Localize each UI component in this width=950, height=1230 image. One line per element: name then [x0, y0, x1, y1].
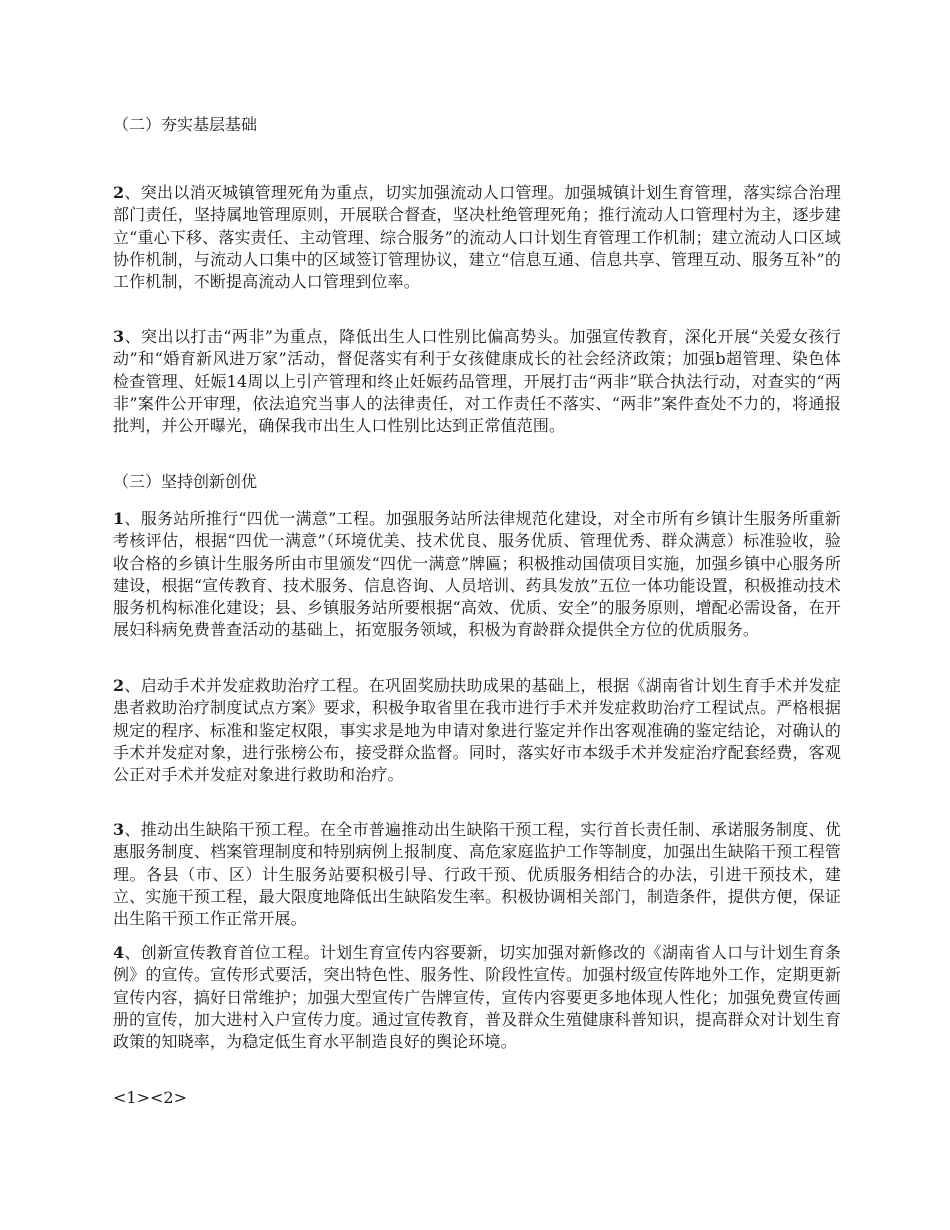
paragraph-text: 、突出以打击“两非”为重点，降低出生人口性别比偏高势头。加强宣传教育，深化开展“关爱女孩行动”和“婚育新风进万家”活动，督促落实有利于女孩健康成长的社会经济政策；加强b超管理、染色体检查管理、妊娠14周以上引产管理和终止妊娠药品管理，开展打击“两非”联合执法行动，对查实的“两非”案件公开审理，依法追究当事人的法律责任，对工作责任不落实、“两非”案件查处不力的，将通报批判，并公开曝光，确保我市出生人口性别比达到正常值范围。: [113, 327, 841, 436]
paragraph-text: 、突出以消灭城镇管理死角为重点，切实加强流动人口管理。加强城镇计划生育管理，落实综合治理部门责任，坚持属地管理原则，开展联合督查，坚决杜绝管理死角；推行流动人口管理村为主，逐步建立“重心下移、落实责任、主动管理、综合服务”的流动人口计划生育管理工作机制；建立流动人口区域协作机制，与流动人口集中的区域签订管理协议，建立“信息互通、信息共享、管理互动、服务互补”的工作机制，不断提高流动人口管理到位率。: [113, 183, 841, 292]
paragraph-number: 2: [113, 676, 125, 695]
section-heading-3: （三）坚持创新创优: [113, 472, 258, 491]
paragraph-text: 、启动手术并发症救助治疗工程。在巩固奖励扶助成果的基础上，根据《湖南省计划生育手术并发症患者救助治疗制度试点方案》要求，积极争取省里在我市进行手术并发症救助治疗工程试点。严格根据规定的程序、标准和鉴定权限，事实求是地为申请对象进行鉴定并作出客观准确的鉴定结论，对确认的手术并发症对象，进行张榜公布，接受群众监督。同时，落实好市本级手术并发症治疗配套经费，客观公正对手术并发症对象进行救助和治疗。: [113, 676, 841, 785]
page-links[interactable]: <1><2>: [113, 1088, 187, 1107]
paragraph-3-1: [113, 508, 841, 642]
paragraph-3-4: [113, 942, 841, 1053]
paragraph-text: 、创新宣传教育首位工程。计划生育宣传内容要新，切实加强对新修改的《湖南省人口与计划生育条例》的宣传。宣传形式要活，突出特色性、服务性、阶段性宣传。加强村级宣传阵地外工作，定期更新宣传内容，搞好日常维护；加强大型宣传广告牌宣传，宣传内容要更多地体现人性化；加强免费宣传画册的宣传，加大进村入户宣传力度。通过宣传教育，普及群众生殖健康科普知识，提高群众对计划生育政策的知晓率，为稳定低生育水平制造良好的舆论环境。: [113, 943, 841, 1052]
paragraph-text: 、推动出生缺陷干预工程。在全市普遍推动出生缺陷干预工程，实行首长责任制、承诺服务制度、优惠服务制度、档案管理制度和特别病例上报制度、高危家庭监护工作等制度，加强出生缺陷干预工程管理。各县（市、区）计生服务站要积极引导、行政干预、优质服务相结合的办法，引进干预技术，建立、实施干预工程，最大限度地降低出生缺陷发生率。积极协调相关部门，制造条件，提供方便，保证出生陷干预工作正常开展。: [113, 820, 841, 929]
paragraph-3-2: [113, 675, 841, 786]
paragraph-number: 3: [113, 820, 125, 839]
paragraph-2-2: [113, 182, 841, 293]
paragraph-number: 4: [113, 943, 125, 962]
paragraph-3-3: [113, 819, 841, 930]
paragraph-number: 1: [113, 509, 125, 528]
paragraph-text: 、服务站所推行“四优一满意”工程。加强服务站所法律规范化建设，对全市所有乡镇计生服务所重新考核评估，根据“四优一满意”（环境优美、技术优良、服务优质、管理优秀、群众满意）标准验收，验收合格的乡镇计生服务所由市里颁发“四优一满意”牌匾；积极推动国债项目实施，加强乡镇中心服务所建设，根据“宣传教育、技术服务、信息咨询、人员培训、药具发放”五位一体功能设置，积极推动技术服务机构标准化建设；县、乡镇服务站所要根据“高效、优质、安全”的服务原则，增配必需设备，在开展妇科病免费普查活动的基础上，拓宽服务领域，积极为育龄群众提供全方位的优质服务。: [113, 509, 841, 640]
paragraph-number: 2: [113, 183, 125, 202]
paragraph-2-3: [113, 326, 841, 437]
paragraph-number: 3: [113, 327, 125, 346]
section-heading-2: （二）夯实基层基础: [113, 115, 258, 134]
